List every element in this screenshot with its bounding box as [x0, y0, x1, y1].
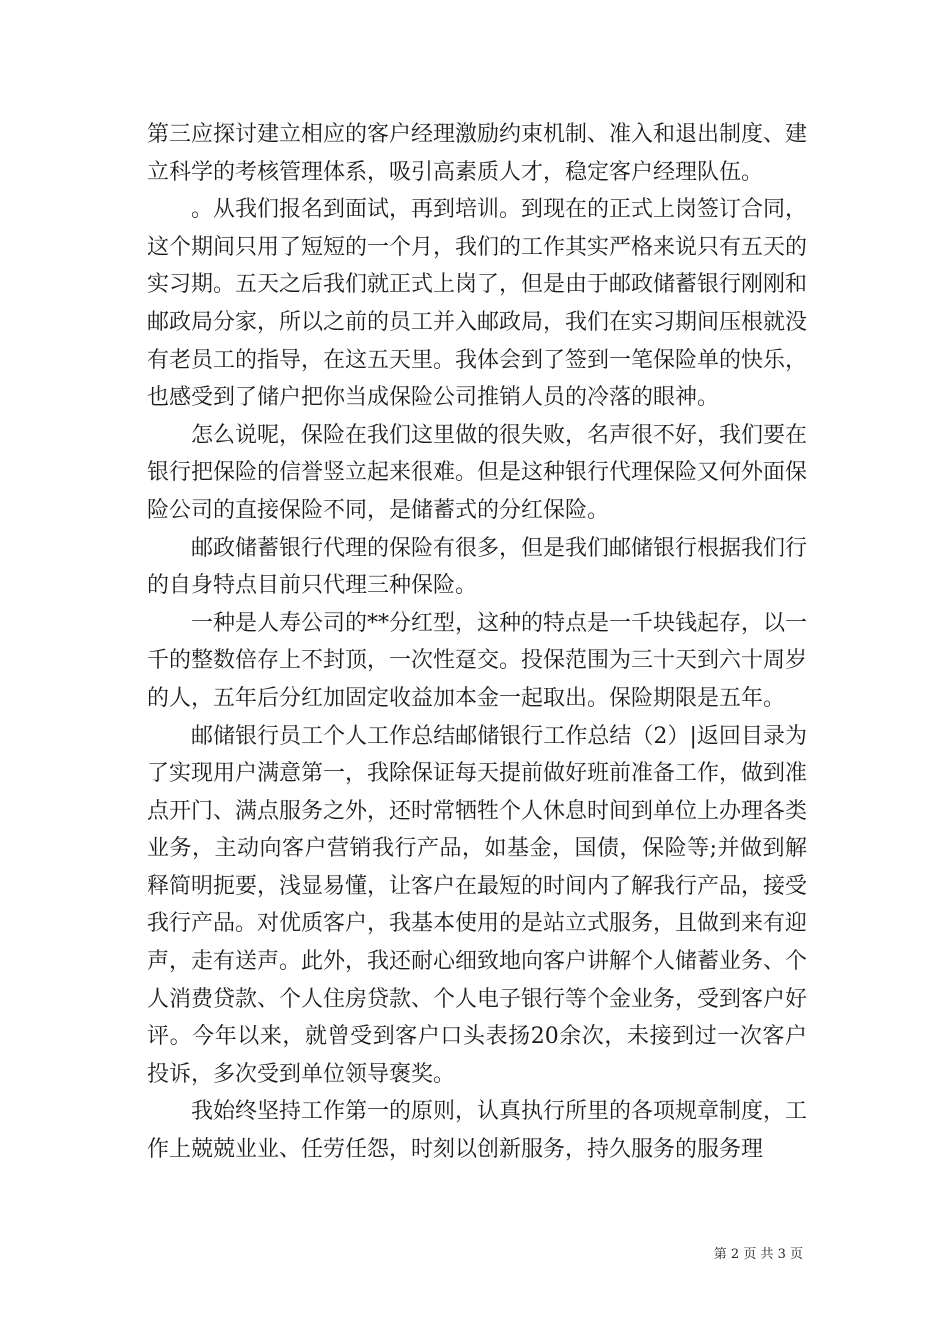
- document-body: [147, 116, 807, 1169]
- paragraph-1: 第三应探讨建立相应的客户经理激励约束机制、准入和退出制度、建立科学的考核管理体系，吸引高素质人才，稳定客户经理队伍。: [147, 122, 808, 185]
- paragraph-6: 邮储银行员工个人工作总结邮储银行工作总结（2）|返回目录为了实现用户满意第一，我除保证每天提前做好班前准备工作，做到准点开门、满点服务之外，还时常牺牲个人休息时间到单位上办理各类业务，主动向客户营销我行产品，如基金，国债，保险等;并做到解释简明扼要，浅显易懂，让客户在最短的时间内了解我行产品，接受我行产品。对优质客户，我基本使用的是站立式服务，且做到来有迎声，走有送声。此外，我还耐心细致地向客户讲解个人储蓄业务、个人消费贷款、个人住房贷款、个人电子银行等个金业务，受到客户好评。今年以来，就曾受到客户口头表扬20余次，未接到过一次客户投诉，多次受到单位领导褒奖。: [147, 723, 808, 1087]
- paragraph-3: 怎么说呢，保险在我们这里做的很失败，名声很不好，我们要在银行把保险的信誉竖立起来很难。但是这种银行代理保险又何外面保险公司的直接保险不同，是储蓄式的分红保险。: [147, 422, 808, 523]
- paragraph-7: 我始终坚持工作第一的原则，认真执行所里的各项规章制度，工作上兢兢业业、任劳任怨，时刻以创新服务，持久服务的服务理: [147, 1099, 808, 1163]
- paragraph-5: 一种是人寿公司的**分红型，这种的特点是一千块钱起存，以一千的整数倍存上不封顶，一次性趸交。投保范围为三十天到六十周岁的人，五年后分红加固定收益加本金一起取出。保险期限是五年。: [147, 610, 808, 711]
- paragraph-2: 。从我们报名到面试，再到培训。到现在的正式上岗签订合同，这个期间只用了短短的一个月，我们的工作其实严格来说只有五天的实习期。五天之后我们就正式上岗了，但是由于邮政储蓄银行刚刚和邮政局分家，所以之前的员工并入邮政局，我们在实习期间压根就没有老员工的指导，在这五天里。我体会到了签到一笔保险单的快乐，也感受到了储户把你当成保险公司推销人员的冷落的眼神。: [147, 197, 808, 411]
- paragraph-4: 邮政储蓄银行代理的保险有很多，但是我们邮储银行根据我们行的自身特点目前只代理三种保险。: [147, 535, 808, 599]
- page-number-footer: [714, 1243, 803, 1262]
- page-number-label: 第 2 页 共 3 页: [713, 1247, 803, 1262]
